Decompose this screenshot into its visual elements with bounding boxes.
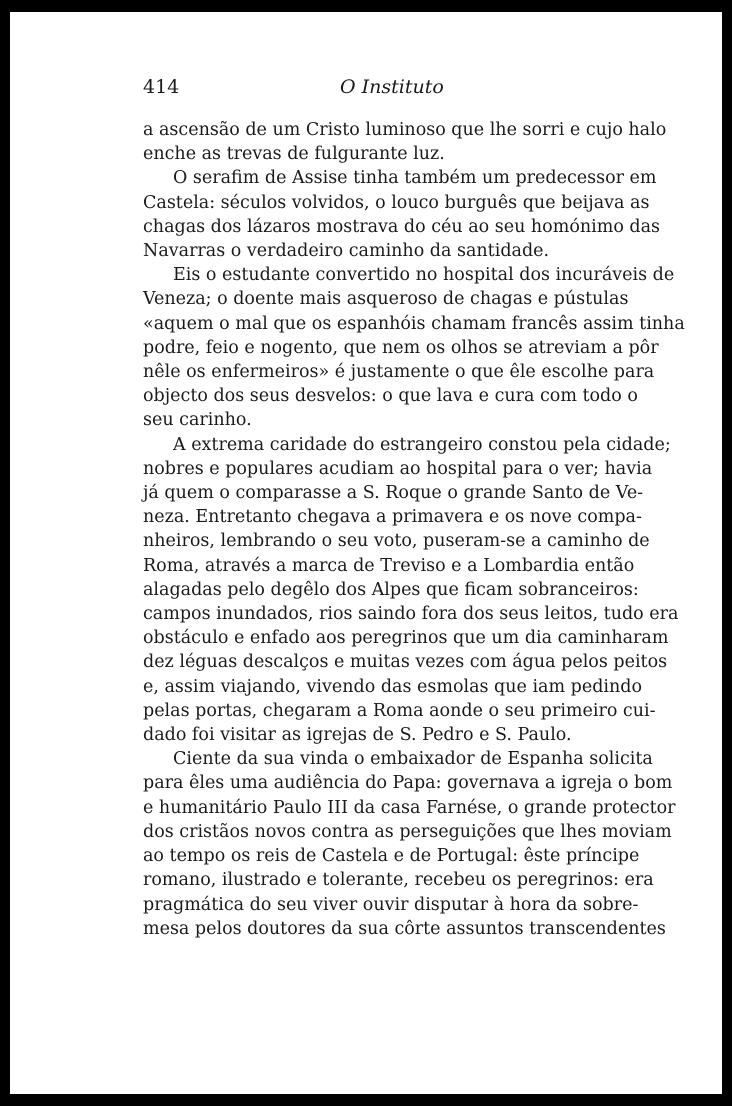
- text-line: Roma, através a marca de Treviso e a Lombardia então: [143, 555, 635, 576]
- text-line: e humanitário Paulo III da casa Farnése, o grande protector: [143, 797, 676, 818]
- text-line: enche as trevas de fulgurante luz.: [143, 144, 445, 165]
- text-line: dez léguas descalços e muitas vezes com água pelos peitos: [143, 652, 668, 673]
- text-line: seu carinho.: [143, 410, 252, 431]
- text-line: Ciente da sua vinda o embaixador de Espanha solicita: [173, 749, 653, 770]
- book-page: [10, 12, 722, 1094]
- page-number: 414: [143, 76, 180, 98]
- paragraph-4: [143, 433, 679, 748]
- paragraph-1: [143, 118, 667, 166]
- text-line: romano, ilustrado e tolerante, recebeu os peregrinos: era: [143, 870, 654, 891]
- text-line: «aquem o mal que os espanhóis chamam francês assim tinha: [143, 313, 685, 334]
- text-line: ao tempo os reis de Castela e de Portugal: êste príncipe: [143, 846, 640, 867]
- paragraph-5: [143, 747, 676, 941]
- text-line: chagas dos lázaros mostrava do céu ao seu homónimo das: [143, 216, 661, 237]
- text-line: Veneza; o doente mais asqueroso de chagas e pústulas: [143, 289, 629, 310]
- text-line: Eis o estudante convertido no hospital dos incuráveis de: [173, 265, 675, 286]
- text-line: O serafim de Assise tinha também um predecessor em: [173, 168, 657, 189]
- text-line: A extrema caridade do estrangeiro constou pela cidade;: [173, 434, 671, 455]
- text-line: podre, feio e nogento, que nem os olhos se atreviam a pôr: [143, 337, 659, 358]
- page-header: [143, 76, 623, 106]
- paragraph-3: [143, 263, 685, 432]
- text-line: Navarras o verdadeiro caminho da santidade.: [143, 241, 550, 262]
- text-line: Castela: séculos volvidos, o louco burguês que beijava as: [143, 192, 650, 213]
- text-line: dado foi visitar as igrejas de S. Pedro e S. Paulo.: [143, 725, 572, 746]
- text-line: nheiros, lembrando o seu voto, puseram-se a caminho de: [143, 531, 650, 552]
- text-line: campos inundados, rios saindo fora dos seus leitos, tudo era: [143, 604, 679, 625]
- text-line: nêle os enfermeiros» é justamente o que êle escolhe para: [143, 362, 655, 383]
- text-line: a ascensão de um Cristo luminoso que lhe sorri e cujo halo: [143, 120, 667, 140]
- body-text: [143, 118, 685, 941]
- text-line: neza. Entretanto chegava a primavera e os nove compa-: [143, 507, 642, 528]
- running-title: O Instituto: [340, 76, 444, 98]
- text-line: pragmática do seu viver ouvir disputar à hora da sobre-: [143, 894, 639, 915]
- text-line: dos cristãos novos contra as perseguições que lhes moviam: [143, 821, 672, 842]
- paragraph-2: [143, 166, 661, 263]
- text-line: para êles uma audiência do Papa: governava a igreja o bom: [143, 773, 673, 794]
- text-line: pelas portas, chegaram a Roma aonde o seu primeiro cui-: [143, 700, 656, 721]
- text-line: obstáculo e enfado aos peregrinos que um dia caminharam: [143, 628, 669, 649]
- text-line: alagadas pelo degêlo dos Alpes que ficam sobranceiros:: [143, 579, 639, 600]
- text-line: e, assim viajando, vivendo das esmolas que iam pedindo: [143, 676, 643, 697]
- text-line: objecto dos seus desvelos: o que lava e cura com todo o: [143, 386, 638, 407]
- text-line: mesa pelos doutores da sua côrte assuntos transcendentes: [143, 918, 666, 939]
- text-line: nobres e populares acudiam ao hospital para o ver; havia: [143, 458, 653, 479]
- text-line: já quem o comparasse a S. Roque o grande Santo de Ve-: [143, 483, 644, 504]
